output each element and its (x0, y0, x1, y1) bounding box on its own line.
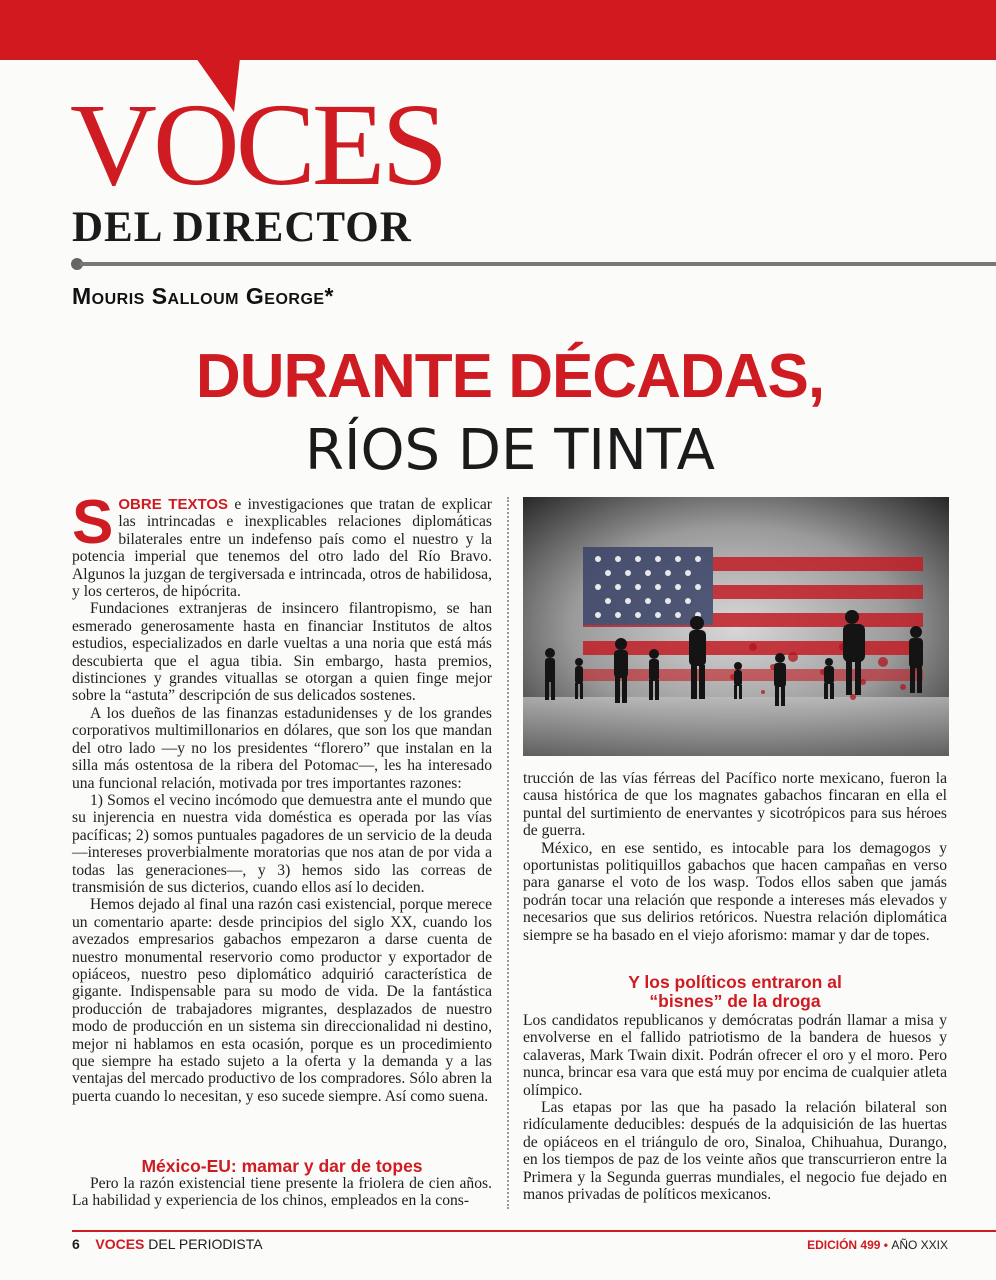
paragraph-4: 1) Somos el vecino incómodo que demuestra ante el mundo que su injerencia en nuestra vida doméstica es operada por las vías pacíficas; 2) somos puntuales pagadores de un servicio de la deuda —intereses proverbialmente moratorias que nos atan de por vida a todas las generaciones—, y 3) hemos sido las correas de transmisión de sus dicterios, cuando ellos así lo deciden. (72, 791, 492, 896)
page-number: 6 (72, 1236, 80, 1252)
section-heading-2 (523, 973, 947, 1011)
footer-right (760, 1236, 948, 1254)
top-red-bar (0, 0, 996, 60)
flag-migrants-photo (523, 497, 949, 756)
drop-cap: S (72, 488, 114, 557)
lead-words: OBRE TEXTOS (118, 496, 229, 513)
section-heading-2-line2: “bisnes” de la droga (649, 991, 821, 1011)
author-byline: Mouris Salloum George* (72, 283, 335, 309)
article-headline: DURANTE DÉCADAS, (195, 342, 825, 411)
footer-left (72, 1235, 263, 1253)
year-label: AÑO XXIX (891, 1238, 948, 1252)
right-column-lower (523, 1012, 947, 1203)
left-column-bottom (72, 1175, 492, 1210)
footer-rule (72, 1230, 996, 1232)
paragraph-10: Las etapas por las que ha pasado la relación bilateral son ridículamente deducibles: después de la adquisición de las huertas de opiáceos en el triángulo de oro, Sinaloa, Chihuahua, Durango, en los tiempos de paz de los veinte años que transcurrieron entre la Primera y la Segunda guerras mundiales, el negocio fue dejado en manos privadas de políticos mexicanos. (523, 1099, 947, 1204)
masthead-title: VOCES (70, 79, 445, 210)
paragraph-2: Fundaciones extranjeras de insincero filantropismo, se han esmerado generosamente hasta en financiar Institutos de altos estudios, especializados en darle vueltas a una noria que está más descubierta que el agua tibia. Sin embargo, hasta premios, distinciones y grandes vituallas se otorgan a quien finge mejor sobre la “astuta” descripción de sus delicados sostenes. (72, 600, 492, 705)
paragraph-1 (72, 488, 492, 601)
column-divider (507, 497, 509, 1209)
paragraph-5: Hemos dejado al final una razón casi existencial, porque merece un comentario aparte: desde principios del siglo XX, cuando los avezados empresarios gabachos empezaron a darse cuenta de nuestro monumental reservorio como productor y exportador de opiáceos, nuestro peso diplomático adquirió característica de gigante. Indispensable para su modo de vida. De la fantástica producción de trabajadores migrantes, desplazados de nuestro modo de producción en un sistema sin direccionalidad ni destino, mejor ni hablamos en esta ocasión, porque es un procedimiento que siempre ha estado sujeto a la oferta y la demanda y a las ventajas del mercado productivo de los compradores. Sólo abren la puerta cuando lo necesitan, y eso sucede siempre. Así como suena. (72, 896, 492, 1105)
section-heading-2-line1: Y los políticos entraron al (628, 972, 842, 992)
paragraph-7: trucción de las vías férreas del Pacífico norte mexicano, fueron la causa histórica de que los magnates gabachos fincaran en ella el puntal del surtimiento de enervantes y sicotrópicos para sus héroes de guerra. (523, 770, 947, 840)
section-heading-1: México-EU: mamar y dar de topes (141, 1156, 423, 1176)
paragraph-9: Los candidatos republicanos y demócratas podrán llamar a misa y envolverse en el fallido patriotismo de la bandera de huesos y calaveras, Mark Twain dixit. Podrán ofrecer el oro y el moro. Pero nunca, brincar esa vara que está muy por encima de cualquier atleta olímpico. (523, 1012, 947, 1099)
paragraph-3: A los dueños de las finanzas estadunidenses y de los grandes corporativos multimillonarios en dólares, que son los que mandan del otro lado —y no los presidentes “florero” que instalan en la silla más ostentosa de la ribera del Potomac—, les ha interesado una funcional relación, motivada por tres importantes razones: (72, 704, 492, 792)
masthead-subtitle: DEL DIRECTOR (72, 204, 412, 251)
article-subheadline: RÍOS DE TINTA (305, 418, 715, 483)
paragraph-6: Pero la razón existencial tiene presente la friolera de cien años. La habilidad y experiencia de los chinos, empleados en la cons- (72, 1175, 492, 1210)
paragraph-1-text: e investigaciones que tratan de explicar las intrincadas e inexplicables relaciones diplomáticas bilaterales entre un indefenso país como el nuestro y la potencia imperial que tenemos del otro lado del Río Bravo. Algunos la juzgan de tergiversada e intrincada, otros de habilidosa, y los certeros, de hipócrita. (72, 496, 492, 601)
footer-brand-bold: VOCES (95, 1236, 145, 1252)
right-column (523, 770, 947, 944)
footer-bullet: • (880, 1238, 892, 1252)
header-rule (80, 262, 996, 266)
footer-brand-rest: DEL PERIODISTA (144, 1236, 263, 1252)
edition-number: EDICIÓN 499 (807, 1238, 881, 1252)
left-column (72, 488, 492, 1105)
paragraph-8: México, en ese sentido, es intocable para los demagogos y oportunistas politiquillos gabachos que hacen campañas en verso para ganarse el voto de los wasp. Todos ellos saben que jamás podrán tocar una relación que responde a intereses más elevados y necesarios que sus delirios retóricos. Nuestra relación diplomática siempre se ha basado en el viejo aforismo: mamar y dar de topes. (523, 839, 947, 944)
